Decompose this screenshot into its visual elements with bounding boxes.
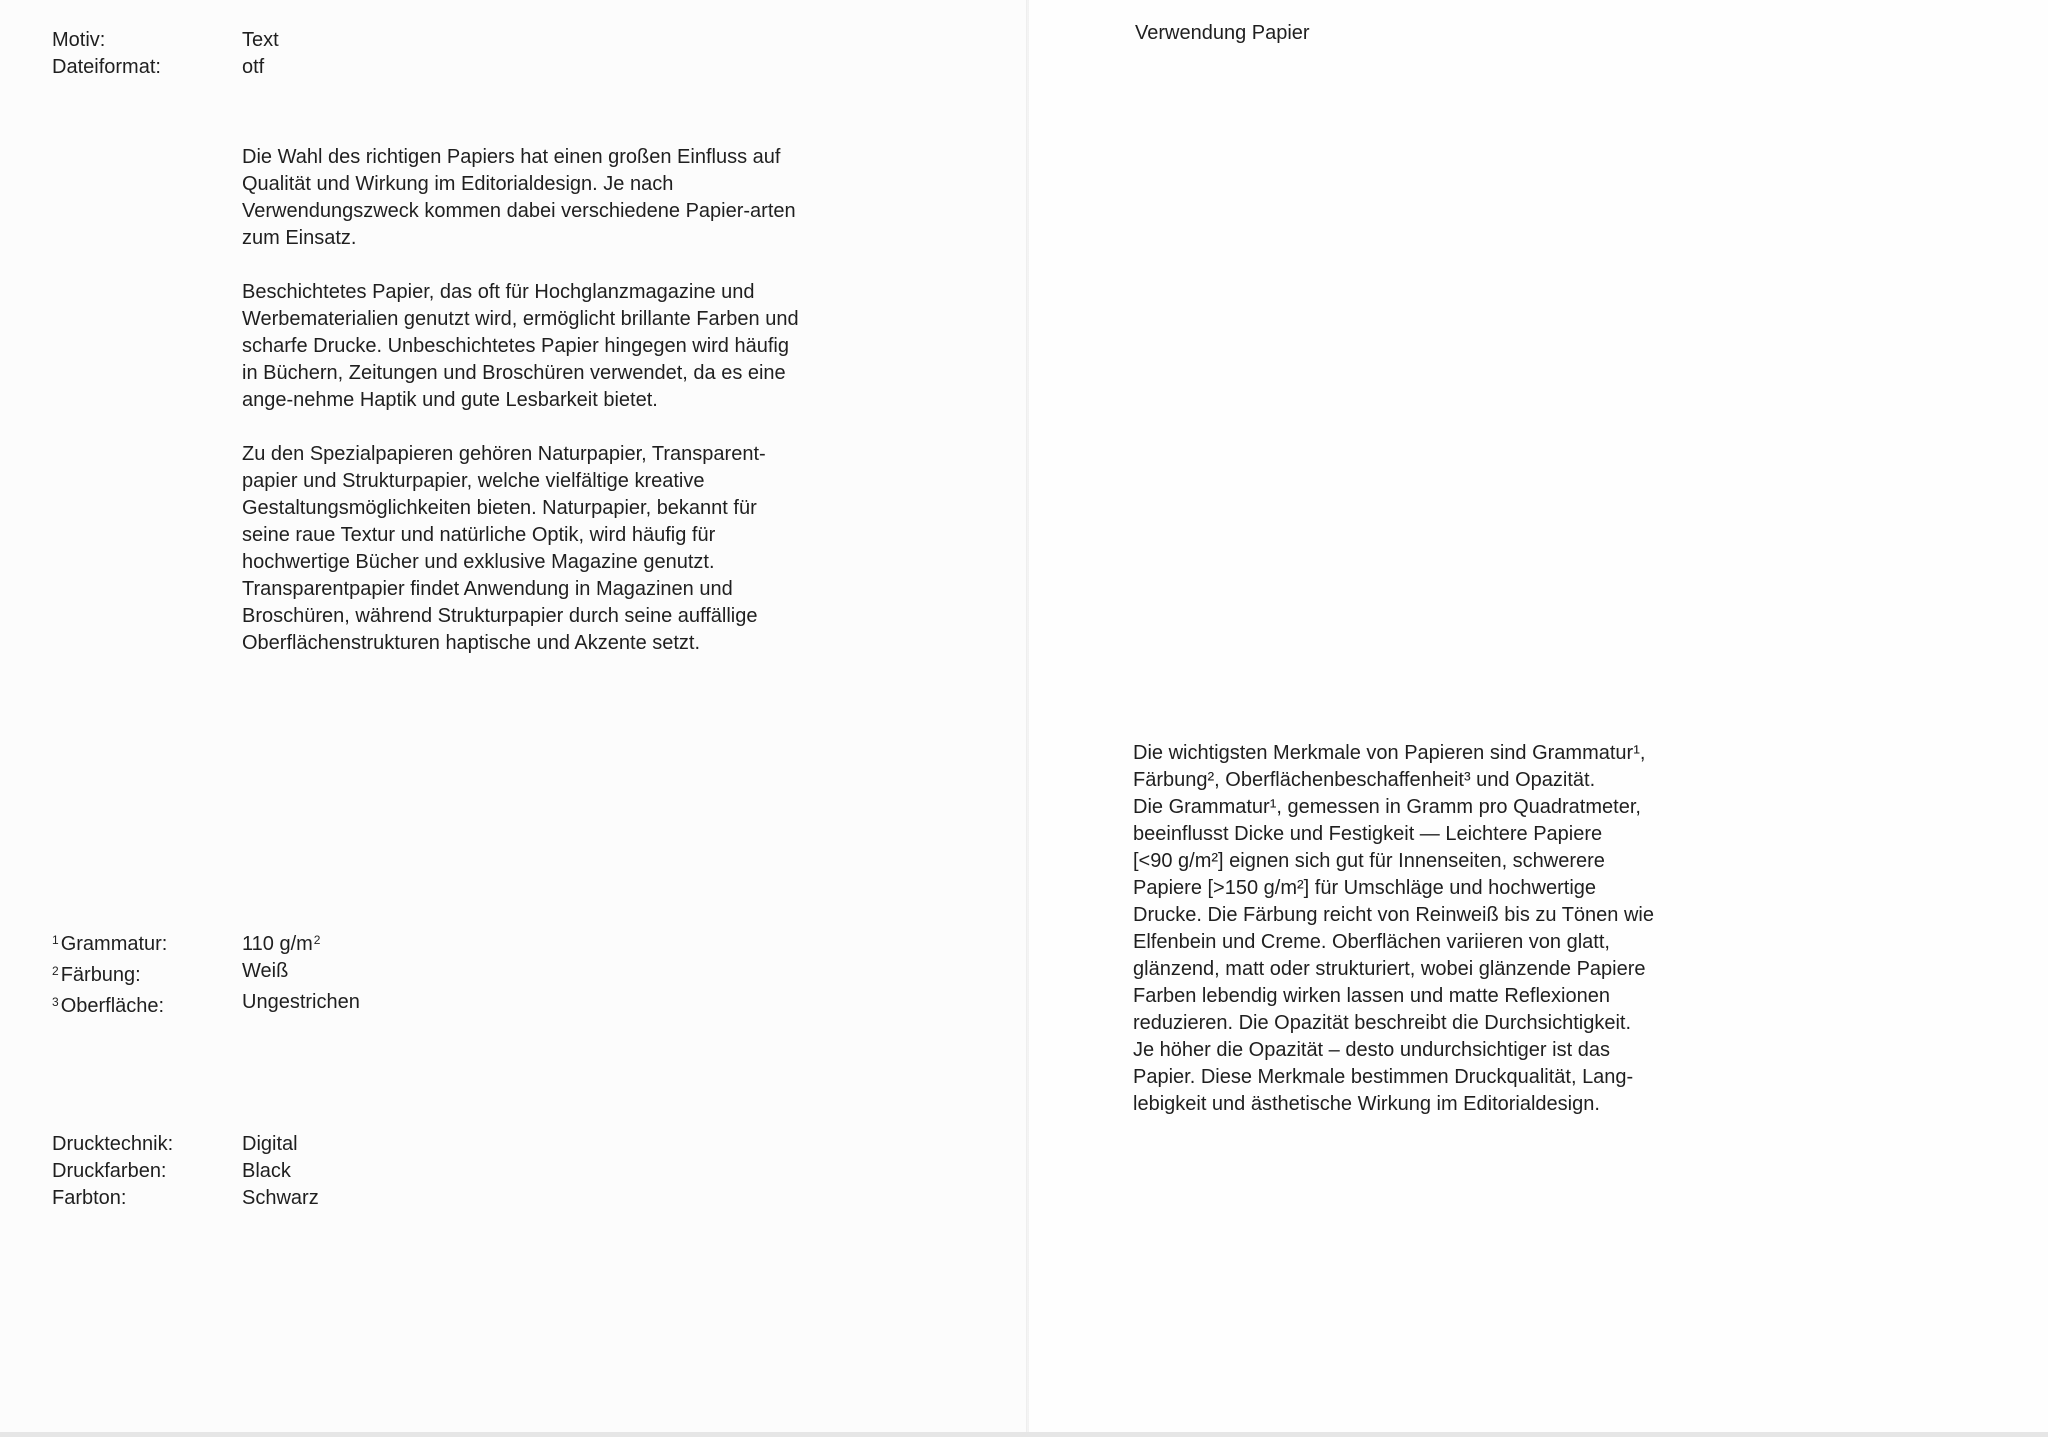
spec-value: Weiß: [242, 960, 289, 982]
print-value: Schwarz: [242, 1187, 319, 1209]
text-line: Papiere [>150 g/m²] für Umschläge und hochwertige: [1133, 877, 1597, 899]
print-label: Farbton:: [52, 1187, 127, 1209]
text-line: [<90 g/m²] eignen sich gut für Innenseiten, schwerere: [1133, 850, 1605, 872]
paper-specs: [52, 927, 360, 1020]
text-line: Je höher die Opazität – desto undurchsichtiger ist das: [1133, 1039, 1610, 1061]
intro-text: [242, 144, 802, 684]
paragraph: Die Wahl des richtigen Papiers hat einen großen Einfluss auf Qualität und Wirkung im Editorialdesign. Je nach Verwendungszweck kommen dabei verschiedene Papier-arten zum Einsatz.: [242, 146, 796, 249]
paragraph: Zu den Spezialpapieren gehören Naturpapier, Transparent-papier und Strukturpapier, welche vielfältige kreative Gestaltungsmöglichkeiten bieten. Naturpapier, bekannt für seine raue Textur und natürliche Optik, wird häufig für hochwertige Bücher und exklusive Magazine genutzt. Transparentpapier findet Anwendung in Magazinen und Broschüren, während Strukturpapier durch seine auffällige Oberflächenstrukturen haptische und Akzente setzt.: [242, 443, 766, 654]
print-value: Black: [242, 1160, 291, 1182]
right-page: [1029, 0, 2048, 1437]
meta-value: Text: [242, 29, 279, 51]
spec-row-faerbung: [52, 958, 360, 989]
running-head: Verwendung Papier: [1135, 22, 1310, 44]
meta-row-dateiformat: [52, 54, 279, 81]
spec-label: $^3$ Oberfläche:: [52, 995, 165, 1017]
text-line: Farben lebendig wirken lassen und matte Reflexionen: [1133, 985, 1610, 1007]
text-line: Papier. Diese Merkmale bestimmen Druckqualität, Lang-: [1133, 1066, 1634, 1088]
footnote-marker: 2: [52, 964, 59, 978]
spec-value: Ungestrichen: [242, 991, 360, 1013]
print-meta: [52, 1131, 319, 1212]
meta-label: Motiv:: [52, 29, 106, 51]
text-line: Elfenbein und Creme. Oberflächen variieren von glatt,: [1133, 931, 1610, 953]
spec-label: $^1$ Grammatur:: [52, 933, 168, 955]
footnote-marker: 3: [52, 995, 59, 1009]
text-line: lebigkeit und ästhetische Wirkung im Editorialdesign.: [1133, 1093, 1600, 1115]
text-line: Drucke. Die Färbung reicht von Reinweiß bis zu Tönen wie: [1133, 904, 1654, 926]
meta-value: otf: [242, 56, 265, 78]
spec-value: 110 $g/m^2$: [242, 933, 321, 955]
spec-row-grammatur: [52, 927, 360, 958]
meta-label: Dateiformat:: [52, 56, 161, 78]
print-row-technik: [52, 1131, 319, 1158]
text-line: Die wichtigsten Merkmale von Papieren sind Grammatur¹,: [1133, 742, 1646, 764]
text-line: Die Grammatur¹, gemessen in Gramm pro Quadratmeter,: [1133, 796, 1641, 818]
page-bottom-edge: [0, 1432, 2048, 1437]
text-line: glänzend, matt oder strukturiert, wobei glänzende Papiere: [1133, 958, 1646, 980]
text-line: reduzieren. Die Opazität beschreibt die Durchsichtigkeit.: [1133, 1012, 1632, 1034]
spec-label: $^2$ Färbung:: [52, 964, 141, 986]
spec-row-oberflaeche: [52, 989, 360, 1020]
meta-row-motiv: [52, 27, 279, 54]
paragraph: Beschichtetes Papier, das oft für Hochglanzmagazine und Werbematerialien genutzt wird, ermöglicht brillante Farben und scharfe Drucke. Unbeschichtetes Papier hingegen wird häufig in Büchern, Zeitungen und Broschüren verwendet, da es eine ange-nehme Haptik und gute Lesbarkeit bietet.: [242, 281, 799, 411]
print-row-farbton: [52, 1185, 319, 1212]
file-meta: [52, 27, 279, 81]
print-label: Druckfarben:: [52, 1160, 167, 1182]
print-row-farben: [52, 1158, 319, 1185]
text-line: Färbung², Oberflächenbeschaffenheit³ und Opazität.: [1133, 769, 1596, 791]
text-line: beeinflusst Dicke und Festigkeit — Leichtere Papiere: [1133, 823, 1603, 845]
characteristics-text: [1133, 740, 1673, 1118]
footnote-marker: 1: [52, 933, 59, 947]
print-label: Drucktechnik:: [52, 1133, 174, 1155]
print-value: Digital: [242, 1133, 298, 1155]
